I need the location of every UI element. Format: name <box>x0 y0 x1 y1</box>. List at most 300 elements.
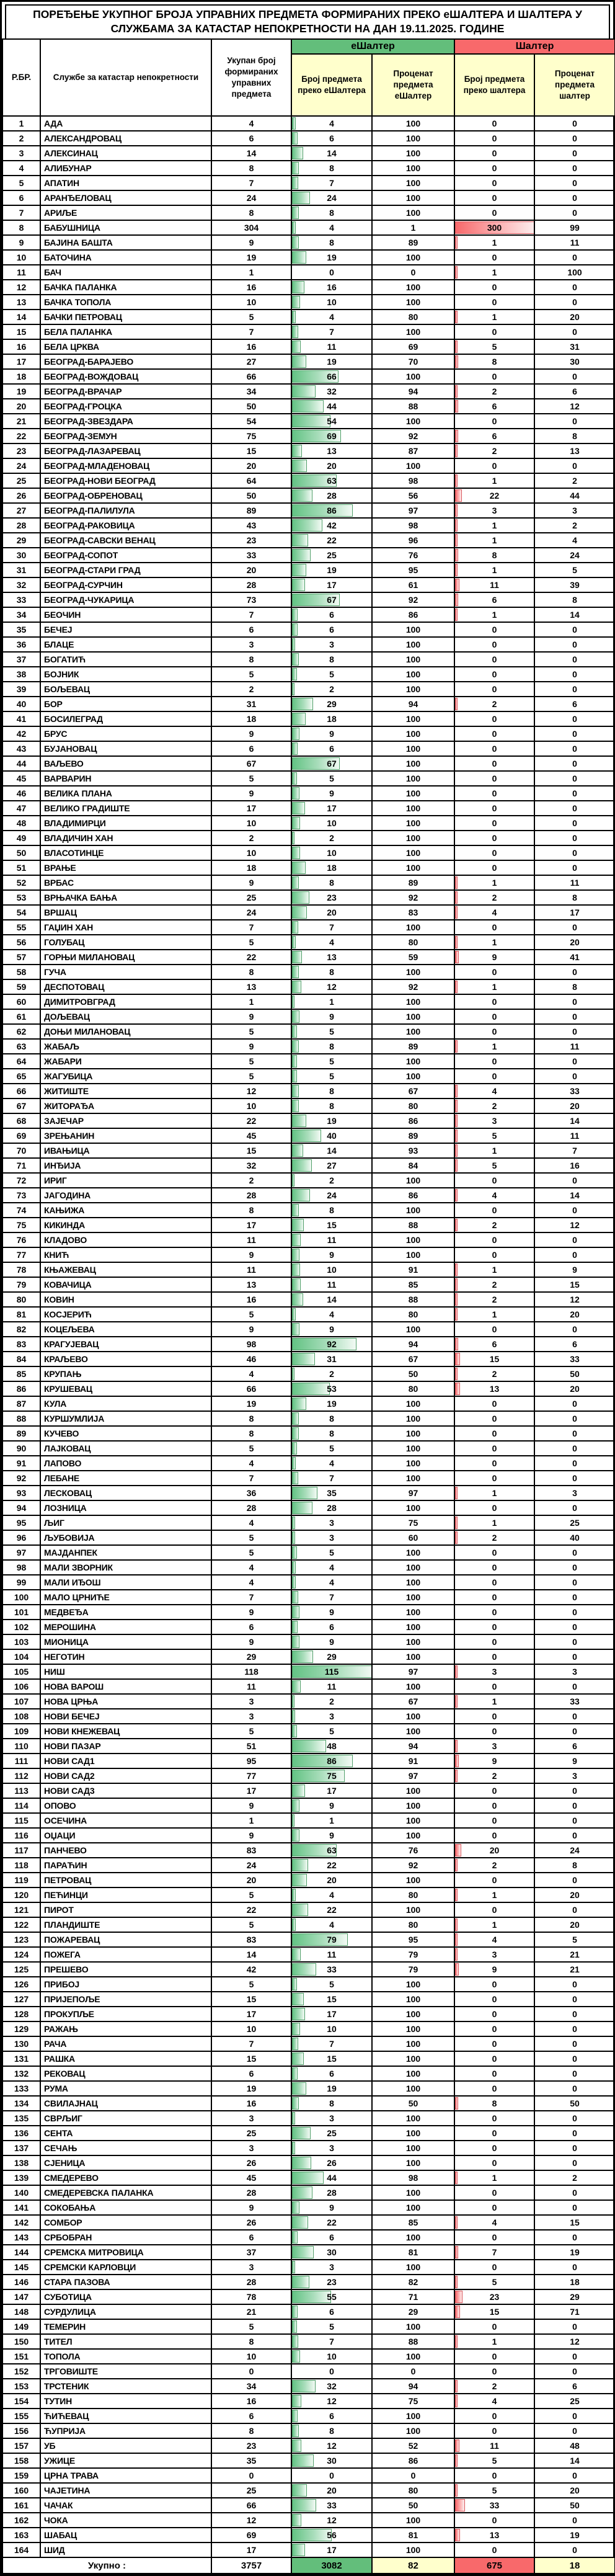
e-count-cell-bar <box>292 132 298 145</box>
total-count-cell: 9 <box>211 786 291 801</box>
e-count-cell: 92 <box>291 1337 372 1352</box>
s-count-cell: 1 <box>454 1143 534 1158</box>
e-count-cell-bar <box>292 2335 298 2348</box>
total-count-cell: 3 <box>211 2111 291 2126</box>
table-row <box>2 1798 615 1813</box>
office-name-cell: НОВИ САД2 <box>40 1768 211 1783</box>
e-pct-cell: 52 <box>372 2438 454 2453</box>
s-pct-cell: 8 <box>534 429 615 443</box>
s-pct-cell: 8 <box>534 1858 615 1873</box>
table-row <box>2 2319 615 2334</box>
e-count-cell: 2 <box>291 831 372 845</box>
s-count-cell: 0 <box>454 1798 534 1813</box>
e-count-cell: 66 <box>291 369 372 384</box>
s-count-cell: 1 <box>454 607 534 622</box>
e-pct-cell: 100 <box>372 2230 454 2245</box>
e-count-cell-bar <box>292 1889 296 1901</box>
e-count-cell-bar <box>292 1234 301 1246</box>
e-pct-cell: 100 <box>372 622 454 637</box>
col-header-e-count: Број предмета преко еШалтера <box>291 54 372 116</box>
total-count-cell: 9 <box>211 875 291 890</box>
s-count-cell-bar <box>455 311 458 323</box>
table-row <box>2 161 615 176</box>
e-count-cell: 31 <box>291 1352 372 1366</box>
s-pct-cell: 25 <box>534 2394 615 2409</box>
table-row <box>2 548 615 563</box>
office-name-cell: НОВИ БЕЧЕЈ <box>40 1709 211 1724</box>
s-count-cell: 2 <box>454 1530 534 1545</box>
total-count-cell: 7 <box>211 2036 291 2051</box>
table-row <box>2 265 615 280</box>
table-row <box>2 1069 615 1084</box>
e-pct-cell: 60 <box>372 1530 454 1545</box>
s-count-cell: 6 <box>454 592 534 607</box>
office-name-cell: ПРЕШЕВО <box>40 1962 211 1977</box>
e-pct-cell: 92 <box>372 1858 454 1873</box>
row-number-cell: 24 <box>2 458 40 473</box>
e-pct-cell: 86 <box>372 1113 454 1128</box>
total-count-cell: 29 <box>211 1649 291 1664</box>
e-count-cell-bar <box>292 1353 315 1365</box>
table-row <box>2 920 615 935</box>
s-count-cell: 0 <box>454 711 534 726</box>
e-count-cell: 4 <box>291 1307 372 1322</box>
s-pct-cell: 0 <box>534 2081 615 2096</box>
e-count-cell: 9 <box>291 1247 372 1262</box>
office-name-cell: БРУС <box>40 726 211 741</box>
table-row <box>2 1456 615 1471</box>
total-count-cell: 5 <box>211 1887 291 1902</box>
s-count-cell: 4 <box>454 2394 534 2409</box>
table-row <box>2 1158 615 1173</box>
s-pct-cell: 0 <box>534 2230 615 2245</box>
e-pct-cell: 100 <box>372 2319 454 2334</box>
total-count-cell: 118 <box>211 1664 291 1679</box>
e-count-cell: 67 <box>291 592 372 607</box>
total-count-cell: 7 <box>211 607 291 622</box>
e-count-cell-bar <box>292 1383 330 1395</box>
office-name-cell: КОВАЧИЦА <box>40 1277 211 1292</box>
s-pct-cell: 0 <box>534 1828 615 1843</box>
row-number-cell: 135 <box>2 2111 40 2126</box>
row-number-cell: 90 <box>2 1441 40 1456</box>
total-count-cell: 23 <box>211 2438 291 2453</box>
office-name-cell: КРАЉЕВО <box>40 1352 211 1366</box>
table-row <box>2 1709 615 1724</box>
e-count-cell: 23 <box>291 890 372 905</box>
e-pct-cell: 89 <box>372 1039 454 1054</box>
office-name-cell: РАШКА <box>40 2051 211 2066</box>
row-number-cell: 21 <box>2 414 40 429</box>
s-pct-cell: 0 <box>534 458 615 473</box>
e-pct-cell: 100 <box>372 1500 454 1515</box>
e-count-cell: 0 <box>291 2468 372 2483</box>
e-count-cell-bar <box>292 549 311 561</box>
s-pct-cell: 0 <box>534 1783 615 1798</box>
e-count-cell: 63 <box>291 473 372 488</box>
e-count-cell: 22 <box>291 1858 372 1873</box>
e-count-cell-bar <box>292 2246 314 2258</box>
e-count-cell: 8 <box>291 1203 372 1218</box>
row-number-cell: 32 <box>2 577 40 592</box>
e-pct-cell: 100 <box>372 2185 454 2200</box>
table-row <box>2 1277 615 1292</box>
s-count-cell: 1 <box>454 235 534 250</box>
s-pct-cell: 25 <box>534 1515 615 1530</box>
e-pct-cell: 0 <box>372 2364 454 2379</box>
e-pct-cell: 100 <box>372 1426 454 1441</box>
s-count-cell-bar <box>455 2216 458 2229</box>
s-pct-cell: 0 <box>534 1203 615 1218</box>
row-number-cell: 80 <box>2 1292 40 1307</box>
office-name-cell: СРЕМСКА МИТРОВИЦА <box>40 2245 211 2260</box>
s-count-cell: 0 <box>454 1575 534 1590</box>
e-count-cell-bar <box>292 1249 299 1261</box>
office-name-cell: КРУШЕВАЦ <box>40 1381 211 1396</box>
table-row <box>2 1009 615 1024</box>
total-count-cell: 28 <box>211 1500 291 1515</box>
row-number-cell: 132 <box>2 2066 40 2081</box>
e-count-cell: 2 <box>291 1366 372 1381</box>
e-pct-cell: 92 <box>372 979 454 994</box>
s-count-cell-bar <box>455 579 459 591</box>
e-pct-cell: 67 <box>372 1084 454 1099</box>
s-count-cell: 0 <box>454 860 534 875</box>
e-count-cell-bar <box>292 1025 297 1038</box>
table-row <box>2 205 615 220</box>
e-count-cell-bar <box>292 608 298 621</box>
row-number-cell: 113 <box>2 1783 40 1798</box>
row-number-cell: 137 <box>2 2141 40 2155</box>
e-count-cell: 6 <box>291 2304 372 2319</box>
e-pct-cell: 95 <box>372 563 454 577</box>
table-row <box>2 2275 615 2289</box>
table-row <box>2 622 615 637</box>
table-row <box>2 250 615 265</box>
table-row <box>2 771 615 786</box>
s-count-cell: 0 <box>454 771 534 786</box>
e-count-cell: 25 <box>291 548 372 563</box>
e-count-cell-bar <box>292 1159 312 1172</box>
e-pct-cell: 100 <box>372 682 454 697</box>
e-count-cell: 19 <box>291 1113 372 1128</box>
office-name-cell: БЕОГРАД-СУРЧИН <box>40 577 211 592</box>
e-count-cell: 5 <box>291 1069 372 1084</box>
e-count-cell-bar <box>292 1829 299 1842</box>
s-count-cell: 0 <box>454 1605 534 1620</box>
row-number-cell: 109 <box>2 1724 40 1739</box>
e-count-cell: 20 <box>291 1873 372 1887</box>
e-count-cell: 4 <box>291 310 372 324</box>
e-count-cell: 67 <box>291 756 372 771</box>
table-row <box>2 220 615 235</box>
e-count-cell-bar <box>292 147 303 159</box>
row-number-cell: 117 <box>2 1843 40 1858</box>
row-number-cell: 114 <box>2 1798 40 1813</box>
row-number-cell: 40 <box>2 697 40 711</box>
s-pct-cell: 0 <box>534 741 615 756</box>
e-count-cell-bar <box>292 1323 299 1335</box>
s-count-cell: 0 <box>454 1992 534 2007</box>
s-pct-cell: 19 <box>534 2528 615 2543</box>
e-count-cell-bar <box>292 1963 316 1976</box>
e-pct-cell: 100 <box>372 2126 454 2141</box>
e-count-cell-bar <box>292 236 299 249</box>
e-count-cell: 6 <box>291 2409 372 2423</box>
total-count-cell: 66 <box>211 369 291 384</box>
e-count-cell-bar <box>292 2410 298 2422</box>
s-pct-cell: 0 <box>534 1902 615 1917</box>
row-number-cell: 107 <box>2 1694 40 1709</box>
row-number-cell: 53 <box>2 890 40 905</box>
table-row <box>2 339 615 354</box>
total-count-cell: 16 <box>211 2096 291 2111</box>
e-pct-cell: 100 <box>372 1634 454 1649</box>
e-count-cell: 28 <box>291 488 372 503</box>
s-count-cell-bar <box>455 2276 458 2288</box>
office-name-cell: МАЛИ ИЂОШ <box>40 1575 211 1590</box>
e-count-cell: 10 <box>291 1262 372 1277</box>
office-name-cell: АДА <box>40 116 211 131</box>
s-pct-cell: 0 <box>534 190 615 205</box>
row-number-cell: 18 <box>2 369 40 384</box>
e-count-cell-bar <box>292 1576 296 1589</box>
table-row <box>2 1947 615 1962</box>
s-count-cell-bar <box>455 1085 458 1097</box>
col-header-s-count: Број предмета преко шалтера <box>454 54 534 116</box>
s-pct-cell: 0 <box>534 2423 615 2438</box>
row-number-cell: 162 <box>2 2513 40 2528</box>
s-pct-cell: 0 <box>534 2126 615 2141</box>
e-pct-cell: 94 <box>372 697 454 711</box>
office-name-cell: СЈЕНИЦА <box>40 2155 211 2170</box>
s-count-cell: 0 <box>454 1247 534 1262</box>
e-count-cell-bar <box>292 2514 301 2526</box>
e-count-cell-bar <box>292 1636 299 1648</box>
total-count-cell: 22 <box>211 950 291 965</box>
col-header-office: Службе за катастар непокретности <box>40 39 211 116</box>
e-count-cell: 8 <box>291 2096 372 2111</box>
office-name-cell: БАЧКИ ПЕТРОВАЦ <box>40 310 211 324</box>
s-pct-cell: 14 <box>534 1188 615 1203</box>
s-count-cell: 0 <box>454 1232 534 1247</box>
e-pct-cell: 97 <box>372 1486 454 1500</box>
e-count-cell: 27 <box>291 1158 372 1173</box>
total-count-cell: 28 <box>211 1188 291 1203</box>
table-row <box>2 2498 615 2513</box>
s-count-cell: 0 <box>454 1620 534 1634</box>
office-name-cell: ПОЖАРЕВАЦ <box>40 1932 211 1947</box>
table-row <box>2 1232 615 1247</box>
s-count-cell: 2 <box>454 1858 534 1873</box>
s-pct-cell: 0 <box>534 1679 615 1694</box>
e-count-cell-bar <box>292 311 296 323</box>
s-count-cell-bar <box>455 2380 458 2392</box>
table-row <box>2 1620 615 1634</box>
office-name-cell: ЧОКА <box>40 2513 211 2528</box>
total-count-cell: 10 <box>211 845 291 860</box>
office-name-cell: ПЕЋИНЦИ <box>40 1887 211 1902</box>
s-pct-cell: 20 <box>534 2483 615 2498</box>
table-row <box>2 2036 615 2051</box>
e-pct-cell: 100 <box>372 1977 454 1992</box>
row-number-cell: 17 <box>2 354 40 369</box>
s-pct-cell: 24 <box>534 1843 615 1858</box>
office-name-cell: ПАРАЋИН <box>40 1858 211 1873</box>
e-count-cell-bar <box>292 906 307 919</box>
row-number-cell: 138 <box>2 2155 40 2170</box>
e-count-cell: 63 <box>291 1843 372 1858</box>
table-row <box>2 1322 615 1337</box>
report-table <box>2 38 615 2574</box>
s-count-cell: 2 <box>454 1366 534 1381</box>
table-row <box>2 1754 615 1768</box>
e-count-cell-bar <box>292 2172 324 2184</box>
office-name-cell: КИКИНДА <box>40 1218 211 1232</box>
total-count-cell: 9 <box>211 1039 291 1054</box>
s-count-cell: 1 <box>454 563 534 577</box>
e-count-cell: 18 <box>291 860 372 875</box>
e-pct-cell: 100 <box>372 1173 454 1188</box>
e-count-cell: 8 <box>291 652 372 667</box>
row-number-cell: 120 <box>2 1887 40 1902</box>
row-number-cell: 141 <box>2 2200 40 2215</box>
row-number-cell: 23 <box>2 443 40 458</box>
s-pct-cell: 0 <box>534 414 615 429</box>
s-count-cell: 0 <box>454 1813 534 1828</box>
table-row <box>2 711 615 726</box>
total-count-cell: 28 <box>211 577 291 592</box>
row-number-cell: 63 <box>2 1039 40 1054</box>
row-number-cell: 47 <box>2 801 40 816</box>
total-count-cell: 9 <box>211 1634 291 1649</box>
s-pct-cell: 13 <box>534 443 615 458</box>
e-count-cell-bar <box>292 1993 304 2005</box>
s-count-cell: 0 <box>454 1396 534 1411</box>
row-number-cell: 153 <box>2 2379 40 2394</box>
row-number-cell: 7 <box>2 205 40 220</box>
e-count-cell-bar <box>292 2276 309 2288</box>
s-count-cell: 4 <box>454 1932 534 1947</box>
s-count-cell-bar <box>455 1740 458 1752</box>
total-count-cell: 4 <box>211 1560 291 1575</box>
e-pct-cell: 100 <box>372 1396 454 1411</box>
e-pct-cell: 76 <box>372 1843 454 1858</box>
s-count-cell: 0 <box>454 1634 534 1649</box>
e-pct-cell: 61 <box>372 577 454 592</box>
row-number-cell: 88 <box>2 1411 40 1426</box>
e-count-cell-bar <box>292 281 304 293</box>
e-count-cell-bar <box>292 1457 296 1469</box>
row-number-cell: 150 <box>2 2334 40 2349</box>
office-name-cell: СРЕМСКИ КАРЛОВЦИ <box>40 2260 211 2275</box>
e-pct-cell: 100 <box>372 1203 454 1218</box>
e-count-cell: 19 <box>291 354 372 369</box>
row-number-cell: 95 <box>2 1515 40 1530</box>
s-count-cell-bar <box>455 1755 459 1767</box>
office-name-cell: ВЛАДИМИРЦИ <box>40 816 211 831</box>
table-row <box>2 2528 615 2543</box>
table-row <box>2 1828 615 1843</box>
table-body <box>2 116 615 2557</box>
office-name-cell: БАЧКА ТОПОЛА <box>40 295 211 310</box>
s-count-cell: 0 <box>454 741 534 756</box>
e-pct-cell: 75 <box>372 1515 454 1530</box>
e-pct-cell: 100 <box>372 816 454 831</box>
total-count-cell: 25 <box>211 2126 291 2141</box>
table-row <box>2 116 615 131</box>
e-pct-cell: 100 <box>372 1054 454 1069</box>
e-pct-cell: 100 <box>372 801 454 816</box>
s-pct-cell: 4 <box>534 533 615 548</box>
office-name-cell: ВЛАДИЧИН ХАН <box>40 831 211 845</box>
e-count-cell: 10 <box>291 816 372 831</box>
s-count-cell-bar <box>455 549 458 561</box>
s-count-cell: 0 <box>454 146 534 161</box>
office-name-cell: СОКОБАЊА <box>40 2200 211 2215</box>
e-pct-cell: 69 <box>372 339 454 354</box>
e-pct-cell: 88 <box>372 399 454 414</box>
total-count-cell: 9 <box>211 1247 291 1262</box>
s-pct-cell: 11 <box>534 1039 615 1054</box>
e-count-cell: 48 <box>291 1739 372 1754</box>
e-count-cell: 0 <box>291 2364 372 2379</box>
total-count-cell: 66 <box>211 1381 291 1396</box>
table-row <box>2 1396 615 1411</box>
e-count-cell-bar <box>292 2127 311 2139</box>
s-count-cell-bar <box>455 534 458 546</box>
row-number-cell: 73 <box>2 1188 40 1203</box>
table-row <box>2 2364 615 2379</box>
s-count-cell: 0 <box>454 1456 534 1471</box>
total-count-cell: 36 <box>211 1486 291 1500</box>
table-row <box>2 1962 615 1977</box>
s-pct-cell: 0 <box>534 2051 615 2066</box>
s-count-cell: 0 <box>454 176 534 190</box>
s-count-cell: 5 <box>454 2483 534 2498</box>
e-count-cell-bar <box>292 2440 301 2452</box>
office-name-cell: КЛАДОВО <box>40 1232 211 1247</box>
s-count-cell: 5 <box>454 1158 534 1173</box>
total-s-pct-cell: 18 <box>534 2557 615 2574</box>
total-count-cell: 25 <box>211 890 291 905</box>
row-number-cell: 85 <box>2 1366 40 1381</box>
s-pct-cell: 0 <box>534 324 615 339</box>
table-row <box>2 950 615 965</box>
e-count-cell-bar <box>292 2454 314 2467</box>
total-count-cell: 50 <box>211 399 291 414</box>
table-row <box>2 2170 615 2185</box>
table-row <box>2 994 615 1009</box>
office-name-cell: БЕОГРАД-ПАЛИЛУЛА <box>40 503 211 518</box>
e-count-cell-bar <box>292 1502 312 1514</box>
e-pct-cell: 100 <box>372 2409 454 2423</box>
s-pct-cell: 16 <box>534 1158 615 1173</box>
s-pct-cell: 0 <box>534 205 615 220</box>
e-count-cell-bar <box>292 1978 297 1990</box>
total-count-cell: 18 <box>211 860 291 875</box>
row-number-cell: 45 <box>2 771 40 786</box>
office-name-cell: ЗРЕЊАНИН <box>40 1128 211 1143</box>
row-number-cell: 112 <box>2 1768 40 1783</box>
e-count-cell-bar <box>292 966 299 978</box>
col-header-e-pct: Проценат предмета еШалтер <box>372 54 454 116</box>
office-name-cell: ЦРНА ТРАВА <box>40 2468 211 2483</box>
s-count-cell-bar <box>455 981 458 993</box>
e-pct-cell: 100 <box>372 2543 454 2557</box>
e-count-cell: 12 <box>291 2394 372 2409</box>
e-pct-cell: 76 <box>372 548 454 563</box>
